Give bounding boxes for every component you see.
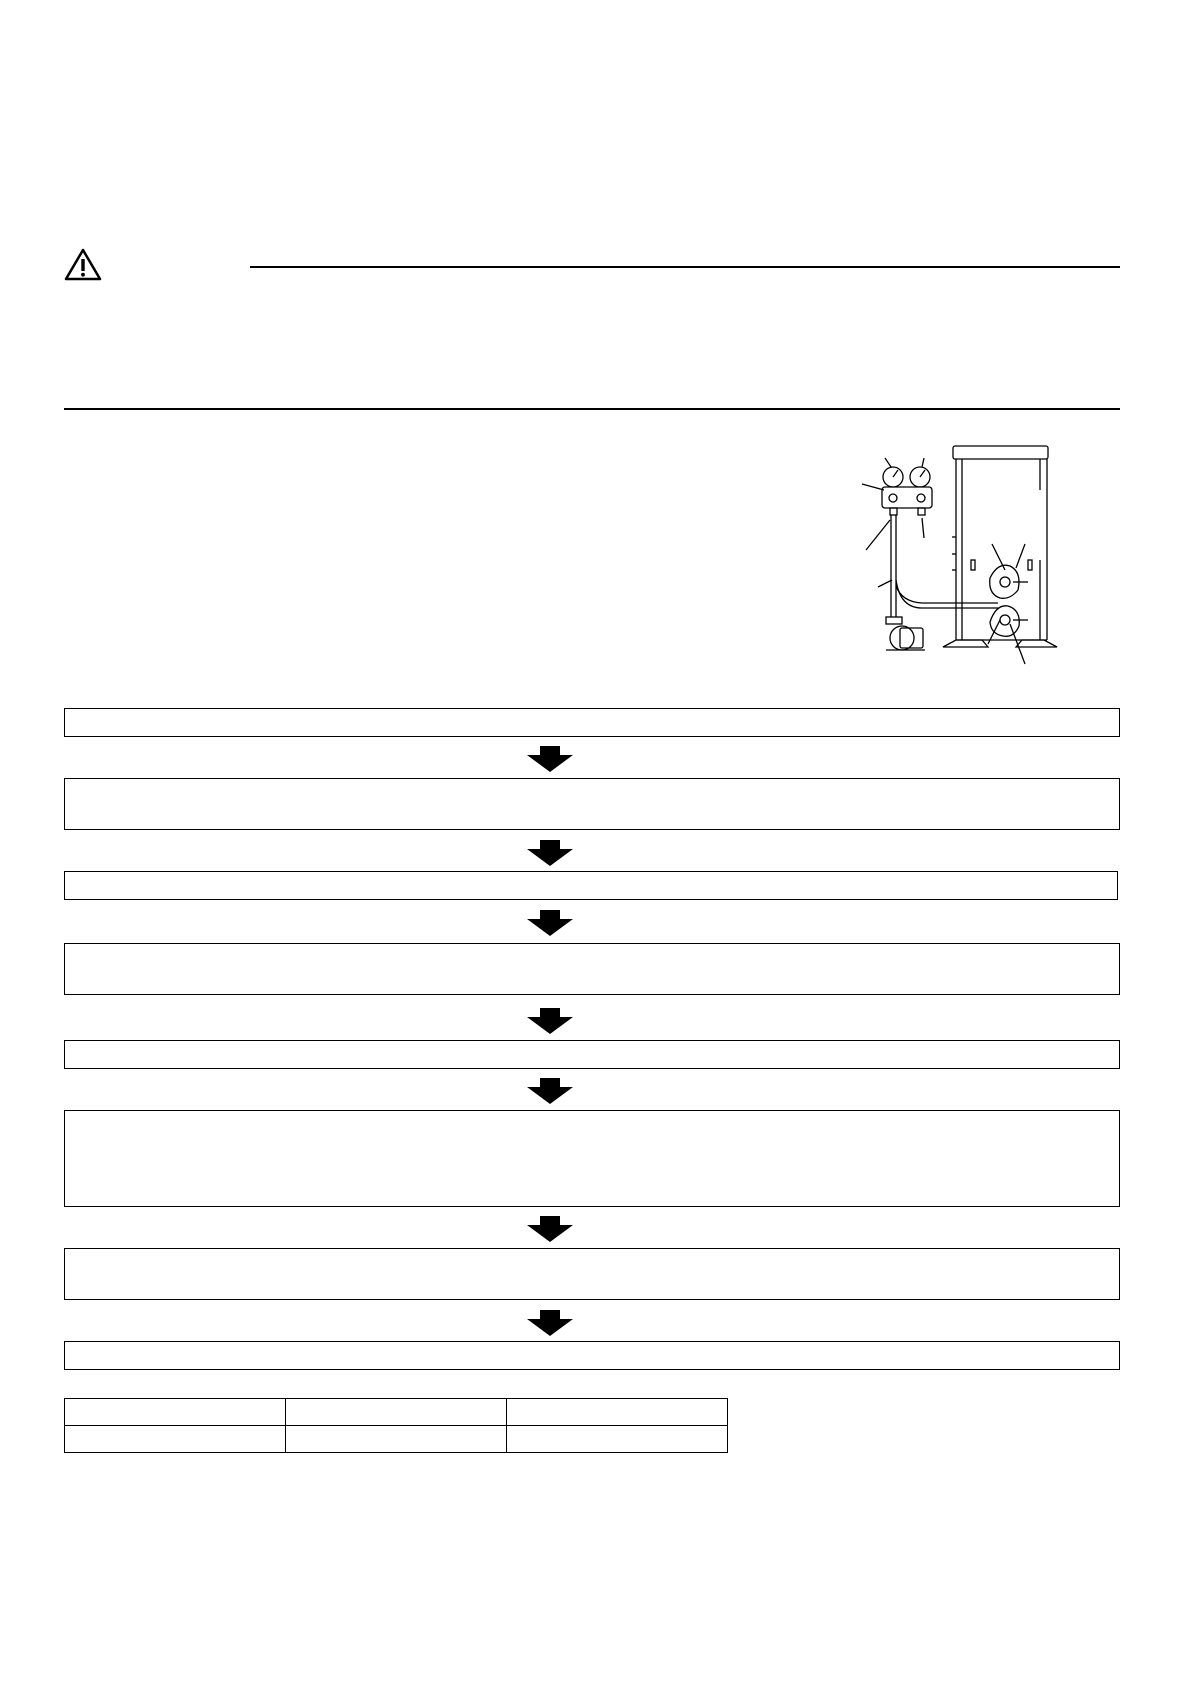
flow-arrow-icon: [527, 910, 573, 936]
table-cell: [286, 1399, 507, 1426]
flow-arrow-icon: [527, 1078, 573, 1104]
table-cell: [65, 1426, 286, 1453]
procedure-step-6: [64, 1110, 1120, 1207]
table-cell: [286, 1426, 507, 1453]
table-cell: [507, 1399, 728, 1426]
procedure-step-8: [64, 1341, 1120, 1370]
flow-arrow-icon: [527, 1008, 573, 1034]
table-cell: [507, 1426, 728, 1453]
procedure-step-4: [64, 943, 1120, 995]
vacuum-setup-illustration: [850, 440, 1100, 676]
caution-header-rule: [250, 266, 1120, 268]
procedure-step-2: [64, 778, 1120, 830]
flow-arrow-icon: [527, 1310, 573, 1336]
table-row: [65, 1426, 728, 1453]
procedure-step-5: [64, 1040, 1120, 1069]
caution-icon: [64, 248, 102, 282]
flow-arrow-icon: [527, 840, 573, 866]
procedure-step-7: [64, 1248, 1120, 1300]
flow-arrow-icon: [527, 746, 573, 772]
procedure-step-1: [64, 708, 1120, 737]
table-cell: [65, 1399, 286, 1426]
specification-table: [64, 1398, 728, 1453]
section-divider: [64, 408, 1120, 410]
procedure-step-3: [64, 871, 1118, 900]
table-row: [65, 1399, 728, 1426]
flow-arrow-icon: [527, 1216, 573, 1242]
